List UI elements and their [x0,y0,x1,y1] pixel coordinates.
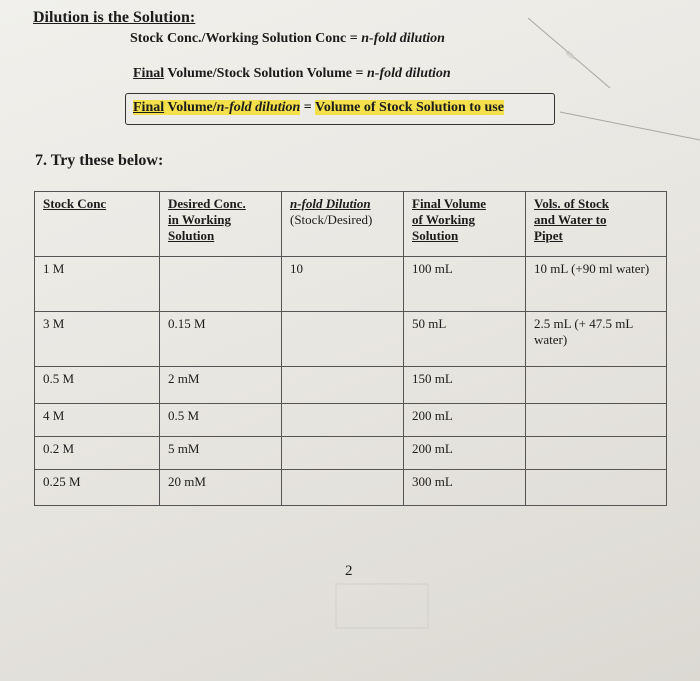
cell-vols [526,437,667,470]
formula-stock-over-working: Stock Conc./Working Solution Conc = n-fold dilution [130,31,445,46]
cell-stock-conc: 0.2 M [35,437,160,470]
cell-nfold [282,312,404,367]
cell-final-volume: 150 mL [404,367,526,404]
cell-desired-conc: 20 mM [160,470,282,506]
cell-stock-conc: 1 M [35,257,160,312]
cell-desired-conc: 0.15 M [160,312,282,367]
table-row [35,312,667,367]
table-row [35,367,667,404]
faint-scribble: ✎ [564,47,577,64]
cell-nfold [282,470,404,506]
cell-desired-conc: 5 mM [160,437,282,470]
cell-final-volume: 50 mL [404,312,526,367]
cell-final-volume: 300 mL [404,470,526,506]
header-desired-conc: Desired Conc. in Working Solution [160,192,282,257]
cell-stock-conc: 0.5 M [35,367,160,404]
cell-final-volume: 200 mL [404,404,526,437]
formula-volume-of-stock: Final Volume/n-fold dilution = Volume of Stock Solution to use [133,100,504,115]
dilution-table [34,191,667,506]
cell-desired-conc: 2 mM [160,367,282,404]
table-row [35,257,667,312]
formula-final-over-stock: Final Volume/Stock Solution Volume = n-fold dilution [133,66,451,81]
table-row [35,437,667,470]
highlighted-formula-box [125,93,555,125]
table-row [35,404,667,437]
cell-nfold [282,437,404,470]
header-vols-to-pipet: Vols. of Stock and Water to Pipet [526,192,667,257]
page-number: 2 [345,563,353,579]
table-header-row [35,192,667,257]
cell-vols [526,404,667,437]
cell-desired-conc: 0.5 M [160,404,282,437]
cell-stock-conc: 4 M [35,404,160,437]
cell-vols: 10 mL (+90 ml water) [526,257,667,312]
cell-nfold [282,404,404,437]
header-stock-conc: Stock Conc [35,192,160,257]
section-title: 7. Try these below: [35,152,164,169]
cell-stock-conc: 0.25 M [35,470,160,506]
cell-vols: 2.5 mL (+ 47.5 mL water) [526,312,667,367]
cell-vols [526,367,667,404]
cell-nfold [282,367,404,404]
cell-vols [526,470,667,506]
cell-desired-conc [160,257,282,312]
header-nfold-dilution: n-fold Dilution (Stock/Desired) [282,192,404,257]
header-final-volume: Final Volume of Working Solution [404,192,526,257]
cell-nfold: 10 [282,257,404,312]
cell-final-volume: 200 mL [404,437,526,470]
page-heading: Dilution is the Solution: [33,9,196,26]
cell-stock-conc: 3 M [35,312,160,367]
cell-final-volume: 100 mL [404,257,526,312]
table-row [35,470,667,506]
